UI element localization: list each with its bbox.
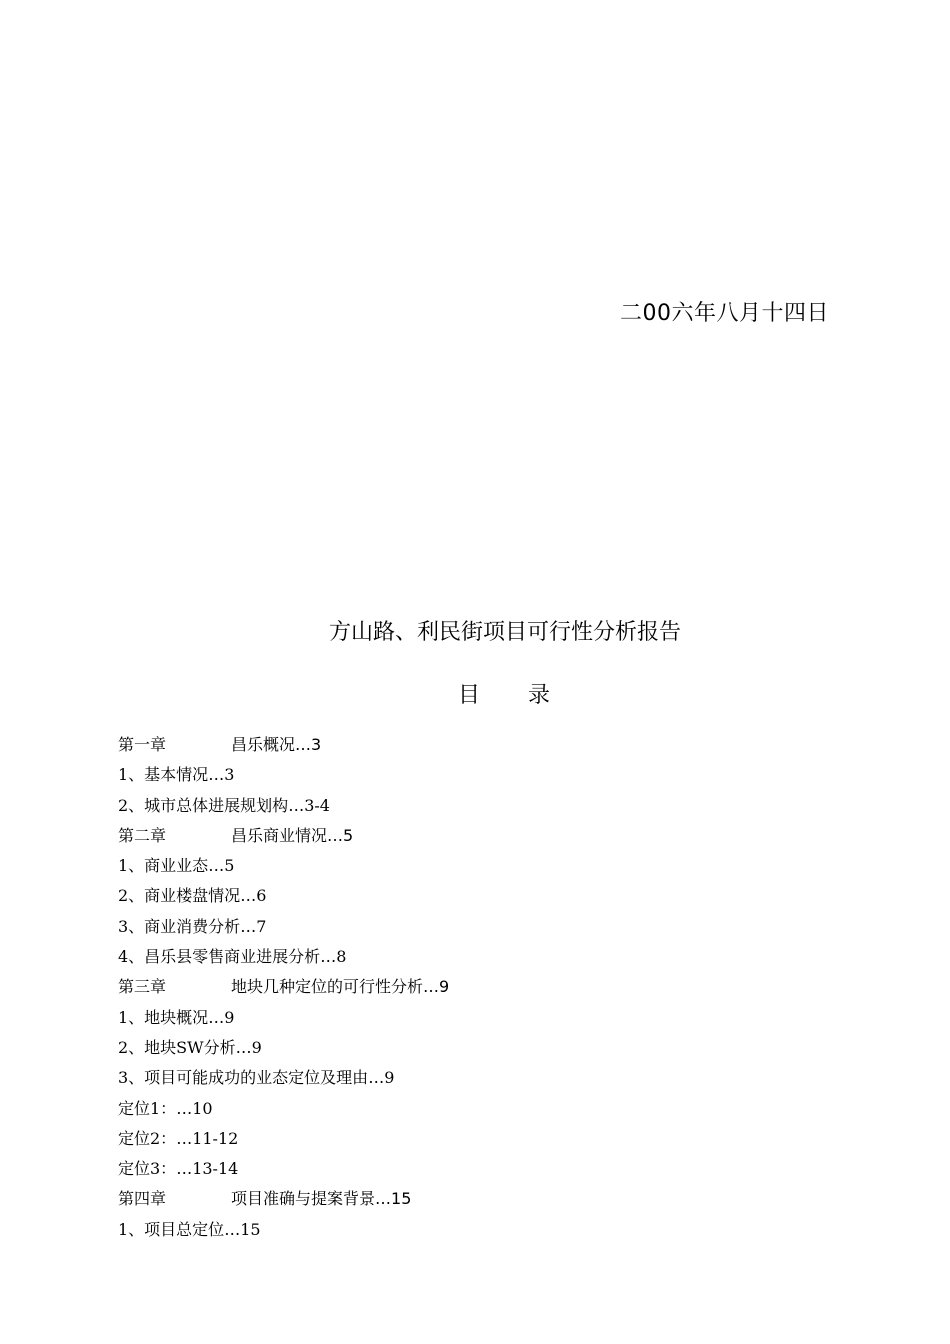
toc-entry[interactable] bbox=[118, 851, 878, 881]
toc-entry-title: 昌乐概况 bbox=[231, 735, 296, 754]
toc-entry[interactable] bbox=[118, 1215, 878, 1245]
toc-entry-title: 2、城市总体进展规划构 bbox=[118, 795, 289, 815]
toc-entry-page: 15 bbox=[391, 1189, 412, 1209]
toc-entry-leader: … bbox=[235, 1037, 252, 1057]
toc-entry[interactable] bbox=[118, 821, 878, 851]
toc-entry[interactable] bbox=[118, 1033, 878, 1063]
toc-entry[interactable] bbox=[118, 1094, 878, 1124]
toc-entry-page: 15 bbox=[240, 1219, 261, 1239]
toc-entry-title: 1、项目总定位 bbox=[118, 1219, 225, 1239]
toc-heading: 目录 bbox=[458, 683, 599, 708]
toc-entry[interactable] bbox=[118, 942, 878, 972]
toc-entry-title: 项目准确与提案背景 bbox=[231, 1189, 376, 1209]
toc-entry[interactable] bbox=[118, 1184, 878, 1214]
toc-entry[interactable] bbox=[118, 912, 878, 942]
toc-entry-leader: … bbox=[295, 735, 312, 754]
toc-entry-prefix: 第一章 bbox=[118, 735, 167, 754]
toc-entry-leader: … bbox=[208, 765, 225, 785]
toc-entry-leader: … bbox=[320, 947, 337, 967]
toc-entry[interactable] bbox=[118, 760, 878, 790]
toc-entry-leader: … bbox=[224, 1219, 241, 1239]
toc-entry-title: 4、昌乐县零售商业进展分析 bbox=[118, 947, 321, 967]
report-title: 方山路、利民街项目可行性分析报告 bbox=[328, 620, 681, 645]
toc-entry-title: 定位2： bbox=[118, 1128, 177, 1148]
toc-entry-page: 11-12 bbox=[192, 1128, 239, 1148]
toc-entry-leader: … bbox=[240, 916, 257, 936]
toc-entry-title: 3、商业消费分析 bbox=[118, 916, 241, 936]
toc-entry-page: 9 bbox=[439, 977, 450, 997]
toc-entry-title: 昌乐商业情况 bbox=[231, 825, 328, 845]
table-of-contents bbox=[118, 730, 878, 1245]
toc-entry[interactable] bbox=[118, 730, 878, 760]
toc-entry-page: 7 bbox=[256, 916, 267, 936]
toc-entry-page: 5 bbox=[224, 856, 235, 876]
toc-entry-title: 定位1： bbox=[118, 1098, 177, 1118]
toc-entry-page: 5 bbox=[343, 825, 354, 845]
toc-entry-leader: … bbox=[423, 977, 440, 997]
toc-entry-leader: … bbox=[240, 886, 257, 906]
toc-entry-page: 6 bbox=[256, 886, 267, 906]
toc-entry[interactable] bbox=[118, 1063, 878, 1093]
toc-entry-page: 10 bbox=[192, 1098, 213, 1118]
toc-entry[interactable] bbox=[118, 972, 878, 1002]
toc-entry[interactable] bbox=[118, 791, 878, 821]
toc-entry-page: 3 bbox=[224, 765, 235, 785]
toc-entry-leader: … bbox=[176, 1159, 193, 1179]
toc-entry-leader: … bbox=[327, 825, 344, 845]
toc-entry-leader: … bbox=[176, 1098, 193, 1118]
toc-entry-prefix: 第四章 bbox=[118, 1189, 167, 1209]
toc-entry[interactable] bbox=[118, 1154, 878, 1184]
toc-entry-page: 9 bbox=[224, 1007, 235, 1027]
toc-entry-title: 2、商业楼盘情况 bbox=[118, 886, 241, 906]
toc-entry-prefix: 第二章 bbox=[118, 825, 167, 845]
toc-entry-leader: … bbox=[368, 1068, 385, 1088]
toc-entry-prefix: 第三章 bbox=[118, 977, 167, 997]
toc-entry[interactable] bbox=[118, 881, 878, 911]
toc-entry-title: 1、地块概况 bbox=[118, 1007, 209, 1027]
toc-entry-leader: … bbox=[208, 856, 225, 876]
toc-entry[interactable] bbox=[118, 1124, 878, 1154]
toc-entry-page: 3-4 bbox=[304, 795, 330, 815]
toc-entry-page: 9 bbox=[251, 1037, 262, 1057]
cover-date: 二00六年八月十四日 bbox=[620, 301, 829, 326]
toc-entry-page: 8 bbox=[336, 947, 347, 967]
toc-entry-title: 地块几种定位的可行性分析 bbox=[231, 977, 424, 997]
toc-entry-page: 13-14 bbox=[192, 1159, 239, 1179]
toc-entry-leader: … bbox=[176, 1128, 193, 1148]
toc-entry-title: 1、商业业态 bbox=[118, 856, 209, 876]
toc-entry-page: 3 bbox=[311, 735, 322, 754]
toc-entry-title: 2、地块SW分析 bbox=[118, 1037, 236, 1057]
toc-entry-leader: … bbox=[288, 795, 305, 815]
toc-entry[interactable] bbox=[118, 1003, 878, 1033]
toc-entry-title: 3、项目可能成功的业态定位及理由 bbox=[118, 1068, 369, 1088]
toc-entry-leader: … bbox=[208, 1007, 225, 1027]
toc-entry-page: 9 bbox=[384, 1068, 395, 1088]
toc-entry-title: 定位3： bbox=[118, 1159, 177, 1179]
toc-entry-title: 1、基本情况 bbox=[118, 765, 209, 785]
toc-entry-leader: … bbox=[375, 1189, 392, 1209]
